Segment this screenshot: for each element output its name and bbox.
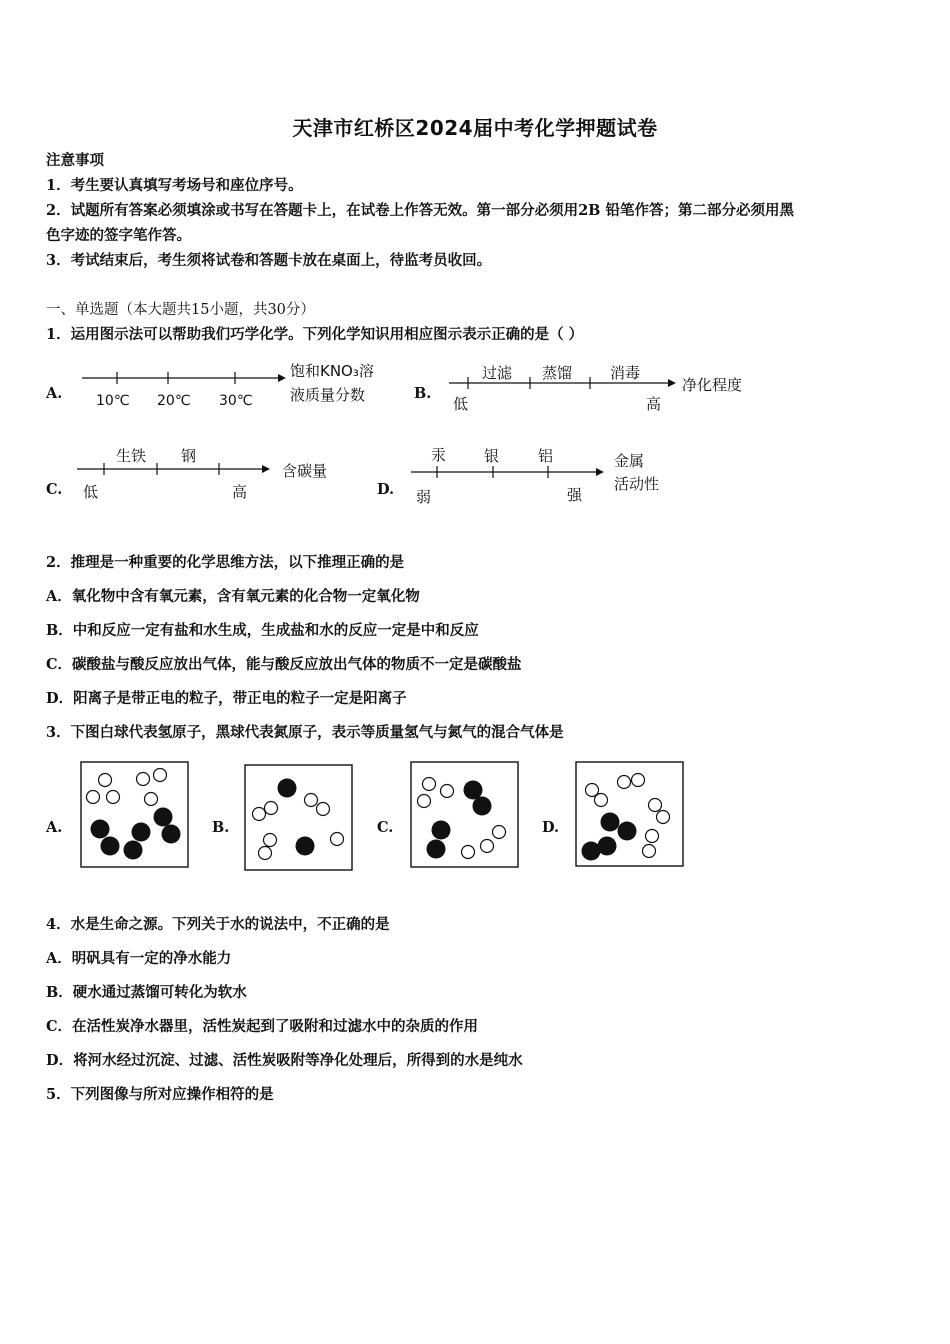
q4-option-c: C．在活性炭净水器里，活性炭起到了吸附和过滤水中的杂质的作用	[46, 1018, 479, 1035]
page-title: 天津市红桥区2024届中考化学押题试卷	[292, 116, 658, 140]
q1-option-c-label: C.	[46, 481, 63, 498]
q1-option-b-label: B.	[414, 385, 432, 402]
q1-d-item-3: 铝	[538, 447, 554, 465]
q2-stem: 2．推理是一种重要的化学思维方法，以下推理正确的是	[46, 554, 405, 571]
q4-option-b: B．硬水通过蒸馏可转化为软水	[46, 984, 247, 1001]
section-heading: 一、单选题（本大题共15小题，共30分）	[46, 302, 315, 318]
q1-c-item-2: 钢	[181, 447, 197, 465]
q1-d-axis-label-1: 金属	[614, 452, 645, 470]
q3-option-a-label: A.	[46, 819, 63, 836]
q3-option-b-label: B.	[212, 819, 230, 836]
q3-box-c	[411, 762, 518, 867]
q1-option-d-label: D.	[377, 481, 395, 498]
q1-a-tick-1: 10℃	[96, 393, 130, 409]
q4-option-d: D．将河水经过沉淀、过滤、活性炭吸附等净化处理后，所得到的水是纯水	[46, 1052, 523, 1069]
q1-d-axis-label-2: 活动性	[614, 475, 660, 493]
q1-option-a-label: A.	[46, 385, 63, 402]
q1-a-axis-label-2: 液质量分数	[290, 386, 366, 404]
q4-stem: 4．水是生命之源。下列关于水的说法中，不正确的是	[46, 916, 390, 933]
q1-b-item-2: 蒸馏	[542, 364, 573, 382]
q1-c-item-1: 生铁	[116, 447, 147, 465]
q2-option-a: A．氧化物中含有氧元素，含有氧元素的化合物一定氧化物	[46, 588, 420, 605]
q1-a-tick-3: 30℃	[219, 393, 253, 409]
note-item-3: 3．考试结束后，考生须将试卷和答题卡放在桌面上，待监考员收回。	[46, 252, 492, 269]
q2-option-b: B．中和反应一定有盐和水生成，生成盐和水的反应一定是中和反应	[46, 622, 479, 639]
q1-c-low: 低	[83, 483, 99, 501]
q1-b-high: 高	[646, 395, 662, 413]
q2-option-d: D．阳离子是带正电的粒子，带正电的粒子一定是阳离子	[46, 690, 407, 707]
q1-d-item-2: 银	[484, 447, 500, 465]
q3-option-d-label: D.	[542, 819, 560, 836]
q2-option-c: C．碳酸盐与酸反应放出气体，能与酸反应放出气体的物质不一定是碳酸盐	[46, 656, 522, 673]
q3-box-b	[245, 765, 352, 870]
q4-option-a: A．明矾具有一定的净水能力	[46, 950, 232, 967]
q1-stem: 1．运用图示法可以帮助我们巧学化学。下列化学知识用相应图示表示正确的是（ ）	[46, 326, 584, 343]
q1-a-axis-label-1: 饱和KNO₃溶	[290, 362, 374, 380]
q1-c-axis-label: 含碳量	[282, 462, 328, 480]
note-item-2: 2．试题所有答案必须填涂或书写在答题卡上，在试卷上作答无效。第一部分必须用2B 铅笔作答；第二部分必须用黑	[46, 202, 794, 219]
q1-b-item-3: 消毒	[610, 364, 641, 382]
q1-b-low: 低	[453, 395, 469, 413]
q3-option-c-label: C.	[377, 819, 394, 836]
notes-heading: 注意事项	[46, 152, 104, 169]
q3-box-d	[576, 762, 683, 866]
q1-d-high: 强	[567, 486, 583, 504]
q1-d-item-1: 汞	[431, 446, 447, 464]
q1-d-low: 弱	[416, 488, 432, 506]
q3-box-a	[81, 762, 188, 867]
q1-b-item-1: 过滤	[482, 364, 513, 382]
q5-stem: 5．下列图像与所对应操作相符的是	[46, 1086, 274, 1103]
note-item-1: 1．考生要认真填写考场号和座位序号。	[46, 177, 303, 194]
q3-stem: 3．下图白球代表氢原子，黑球代表氮原子，表示等质量氢气与氮气的混合气体是	[46, 724, 564, 741]
note-item-2-cont: 色字迹的签字笔作答。	[46, 227, 191, 244]
q1-c-high: 高	[232, 483, 248, 501]
q1-b-axis-label: 净化程度	[682, 376, 743, 394]
q1-a-tick-2: 20℃	[157, 393, 191, 409]
